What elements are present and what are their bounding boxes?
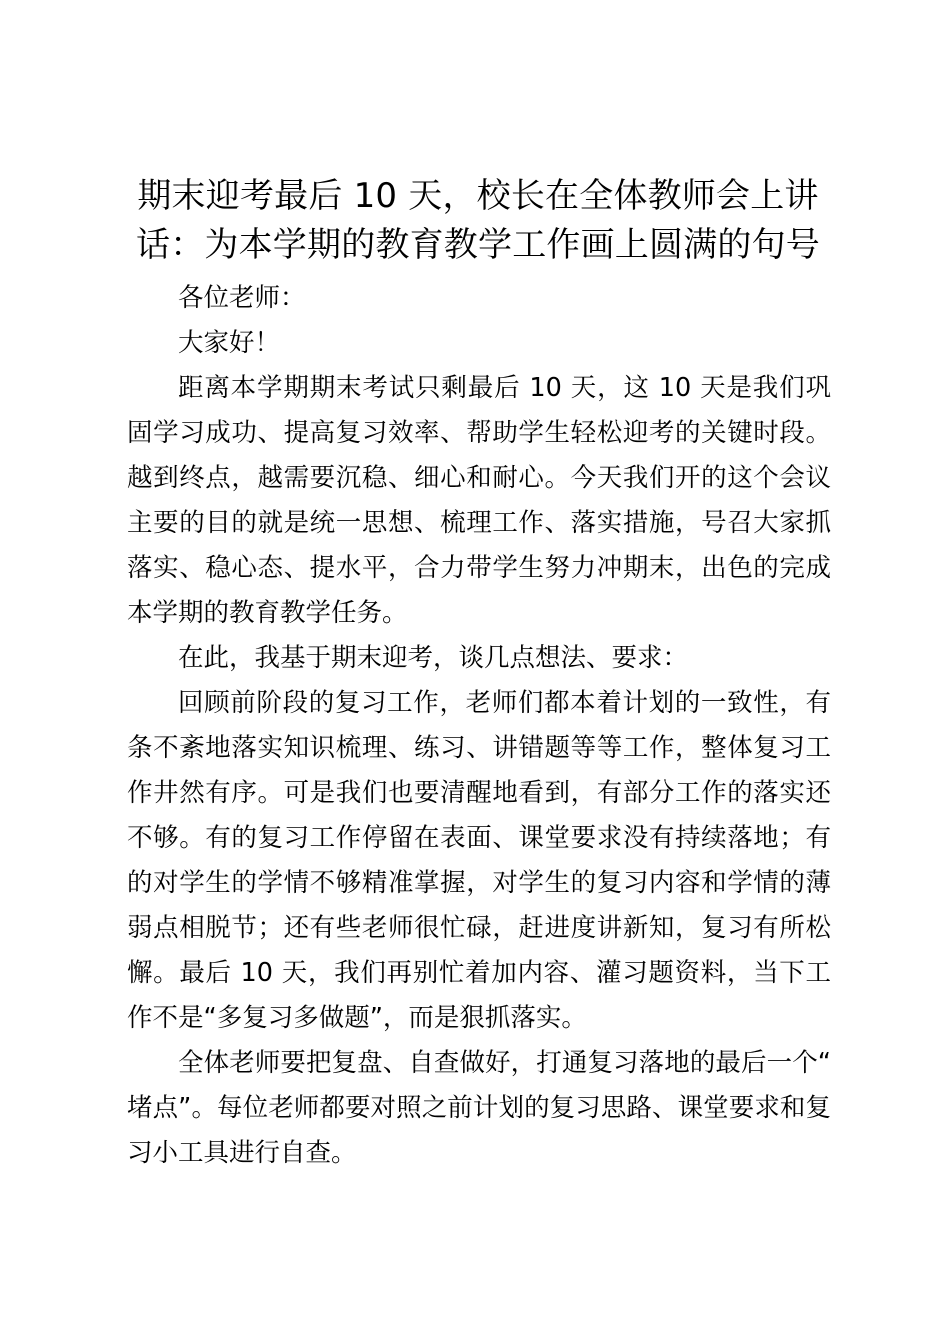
paragraph-intro: 距离本学期期末考试只剩最后 10 天，这 10 天是我们巩固学习成功、提高复习效率、帮助学生轻松迎考的关键时段。越到终点，越需要沉稳、细心和耐心。今天我们开的这个会议主要的目的就是统一思想、梳理工作、落实措施，号召大家抓落实、稳心态、提水平，合力带学生努力冲期末，出色的完成本学期的教育教学任务。 bbox=[127, 373, 831, 628]
paragraph-transition: 在此，我基于期末迎考，谈几点想法、要求： bbox=[178, 643, 689, 673]
document-body bbox=[127, 276, 831, 1176]
paragraph-review: 回顾前阶段的复习工作，老师们都本着计划的一致性，有条不紊地落实知识梳理、练习、讲错题等等工作，整体复习工作井然有序。可是我们也要清醒地看到，有部分工作的落实还不够。有的复习工作停留在表面、课堂要求没有持续落地；有的对学生的学情不够精准掌握，对学生的复习内容和学情的薄弱点相脱节；还有些老师很忙碌，赶进度讲新知，复习有所松懈。最后 10 天，我们再别忙着加内容、灌习题资料，当下工作不是“多复习多做题”，而是狠抓落实。 bbox=[127, 688, 831, 1033]
document-title: 期末迎考最后 10 天，校长在全体教师会上讲话：为本学期的教育教学工作画上圆满的句号 bbox=[136, 176, 820, 265]
paragraph-self-check: 全体老师要把复盘、自查做好，打通复习落地的最后一个“堵点”。每位老师都要对照之前计划的复习思路、课堂要求和复习小工具进行自查。 bbox=[127, 1048, 831, 1168]
greeting: 大家好！ bbox=[178, 328, 281, 358]
salutation: 各位老师： bbox=[178, 283, 306, 313]
